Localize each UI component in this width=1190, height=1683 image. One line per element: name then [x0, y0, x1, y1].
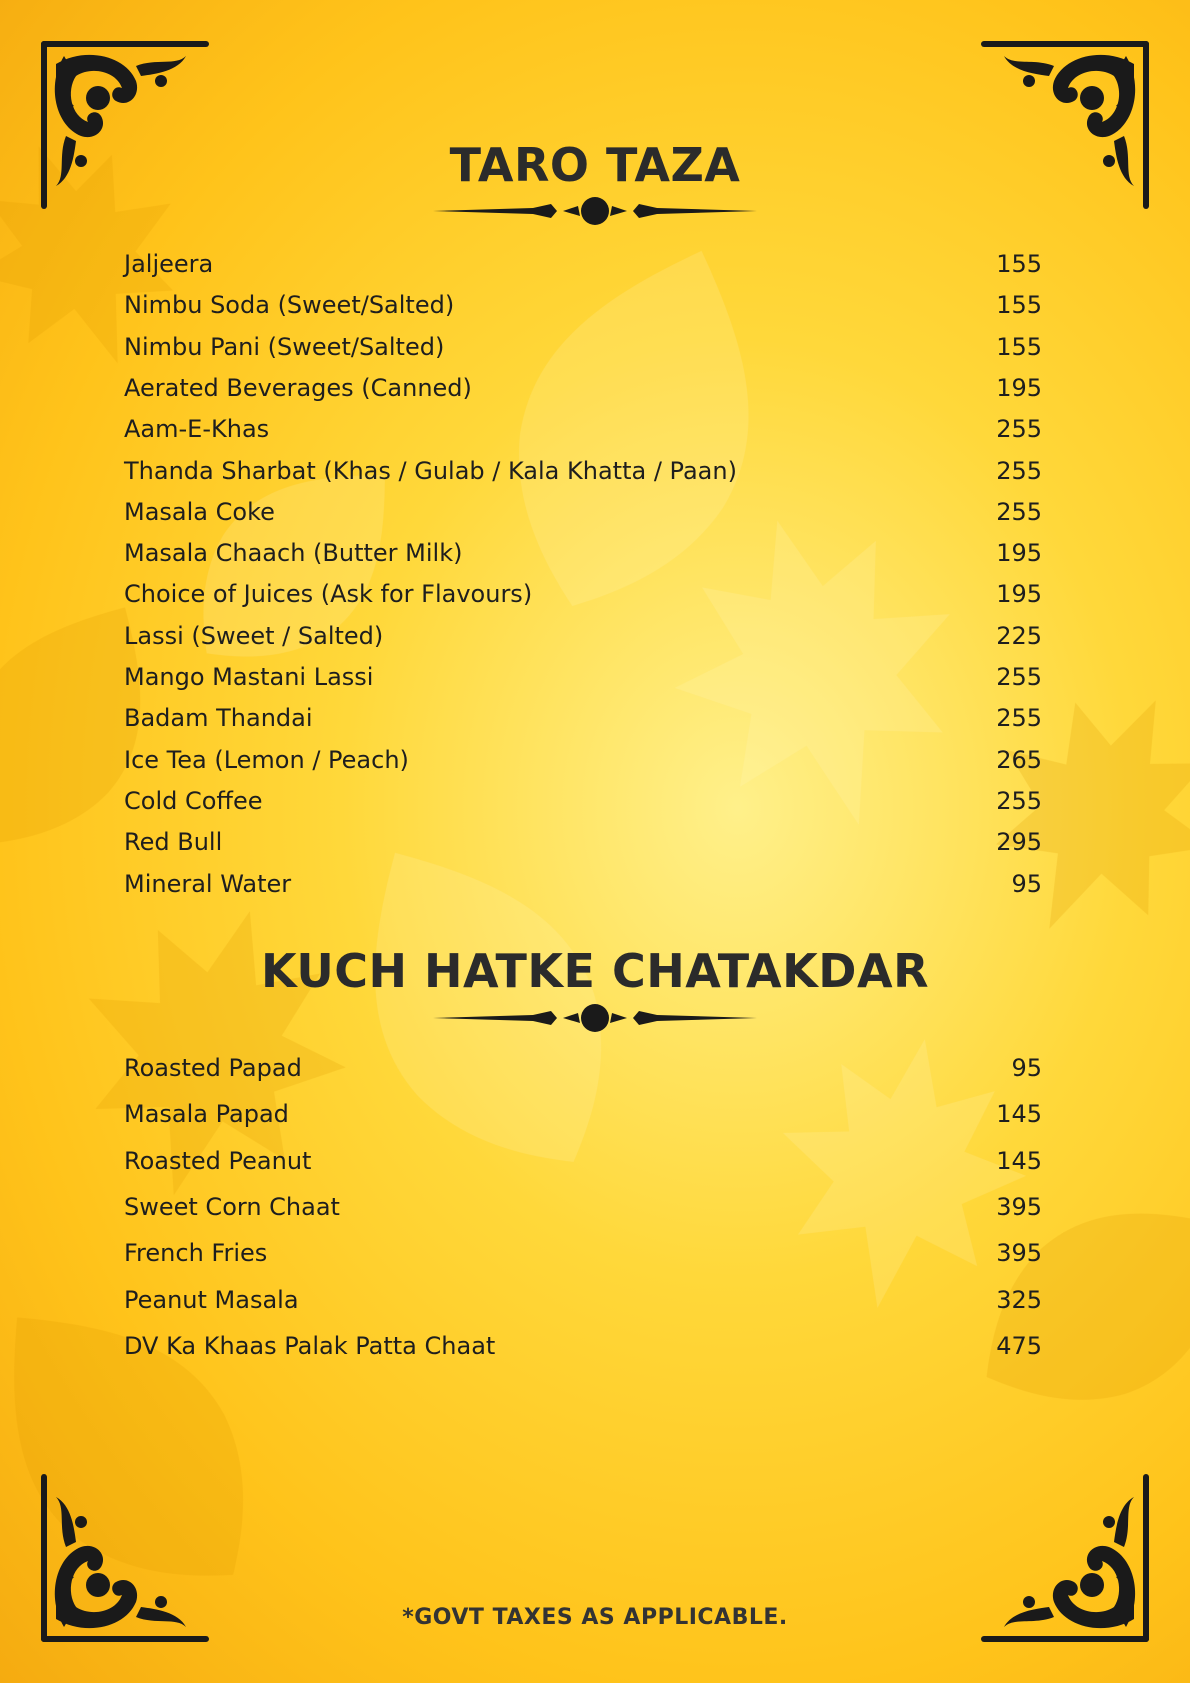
menu-item-name: Badam Thandai	[124, 704, 313, 733]
menu-item-row	[124, 824, 1042, 860]
menu-item-row	[124, 742, 1042, 778]
menu-item-price: 225	[996, 621, 1042, 650]
menu-item-price: 195	[996, 373, 1042, 402]
menu-item-price: 295	[996, 828, 1042, 857]
menu-item-price: 95	[1011, 869, 1042, 898]
menu-item-price: 255	[996, 704, 1042, 733]
menu-item-row	[124, 453, 1042, 489]
menu-item-name: Aerated Beverages (Canned)	[124, 373, 472, 402]
menu-item-name: DV Ka Khaas Palak Patta Chaat	[124, 1331, 496, 1360]
menu-item-price: 395	[996, 1192, 1042, 1221]
menu-item-row	[124, 1235, 1042, 1271]
menu-item-name: Peanut Masala	[124, 1285, 299, 1314]
menu-item-price: 255	[996, 786, 1042, 815]
menu-item-row	[124, 1328, 1042, 1364]
menu-item-row	[124, 659, 1042, 695]
menu-item-name: Thanda Sharbat (Khas / Gulab / Kala Khatta / Paan)	[124, 456, 737, 485]
menu-item-name: Jaljeera	[124, 250, 214, 278]
menu-item-row	[124, 618, 1042, 654]
menu-item-name: French Fries	[124, 1239, 268, 1268]
menu-item-name: Sweet Corn Chaat	[124, 1192, 340, 1221]
menu-item-name: Mineral Water	[124, 869, 292, 898]
menu-item-name: Mango Mastani Lassi	[124, 663, 374, 691]
menu-item-name: Nimbu Pani (Sweet/Salted)	[124, 332, 445, 361]
menu-item-row	[124, 287, 1042, 323]
menu-item-row	[124, 1096, 1042, 1132]
menu-item-row	[124, 411, 1042, 447]
menu-item-name: Nimbu Soda (Sweet/Salted)	[124, 291, 455, 320]
menu-item-name: Masala Coke	[124, 497, 275, 526]
menu-item-row	[124, 700, 1042, 736]
menu-item-name: Masala Chaach (Butter Milk)	[124, 539, 463, 568]
divider-ornament-icon	[433, 1003, 757, 1033]
menu-item-price: 325	[996, 1285, 1042, 1314]
menu-item-price: 395	[996, 1239, 1042, 1268]
footnote: *GOVT TAXES AS APPLICABLE.	[402, 1605, 788, 1630]
menu-item-name: Red Bull	[124, 828, 223, 857]
menu-item-price: 255	[996, 415, 1042, 444]
menu-item-price: 145	[996, 1100, 1042, 1129]
menu-item-name: Choice of Juices (Ask for Flavours)	[124, 580, 533, 609]
section-title: TARO TAZA	[449, 138, 741, 192]
menu-item-row	[124, 576, 1042, 612]
menu-item-price: 475	[996, 1331, 1042, 1360]
menu-item-price: 255	[996, 456, 1042, 485]
menu-item-name: Roasted Peanut	[124, 1146, 312, 1175]
menu-item-name: Cold Coffee	[124, 786, 263, 815]
menu-item-row	[124, 1143, 1042, 1179]
menu-item-name: Roasted Papad	[124, 1054, 302, 1082]
menu-item-name: Ice Tea (Lemon / Peach)	[124, 745, 409, 774]
menu-item-name: Lassi (Sweet / Salted)	[124, 621, 384, 650]
divider-ornament-icon	[433, 196, 757, 226]
menu-item-price: 265	[996, 745, 1042, 774]
menu-item-row	[124, 246, 1042, 282]
menu-item-row	[124, 370, 1042, 406]
menu-item-name: Masala Papad	[124, 1100, 289, 1129]
menu-item-row	[124, 1050, 1042, 1086]
menu-item-name: Aam-E-Khas	[124, 415, 270, 444]
menu-item-price: 145	[996, 1146, 1042, 1175]
menu-item-price: 195	[996, 539, 1042, 568]
menu-item-price: 155	[996, 291, 1042, 320]
menu-item-row	[124, 783, 1042, 819]
menu-item-row	[124, 494, 1042, 530]
section-title: KUCH HATKE CHATAKDAR	[261, 944, 929, 998]
menu-item-price: 195	[996, 580, 1042, 609]
menu-item-row	[124, 535, 1042, 571]
menu-item-price: 155	[996, 332, 1042, 361]
menu-item-row	[124, 866, 1042, 902]
menu-item-price: 255	[996, 663, 1042, 691]
menu-item-row	[124, 1282, 1042, 1318]
menu-item-price: 95	[1011, 1054, 1042, 1082]
menu-item-price: 255	[996, 497, 1042, 526]
menu-item-price: 155	[996, 250, 1042, 278]
menu-item-row	[124, 1189, 1042, 1225]
menu-item-row	[124, 329, 1042, 365]
